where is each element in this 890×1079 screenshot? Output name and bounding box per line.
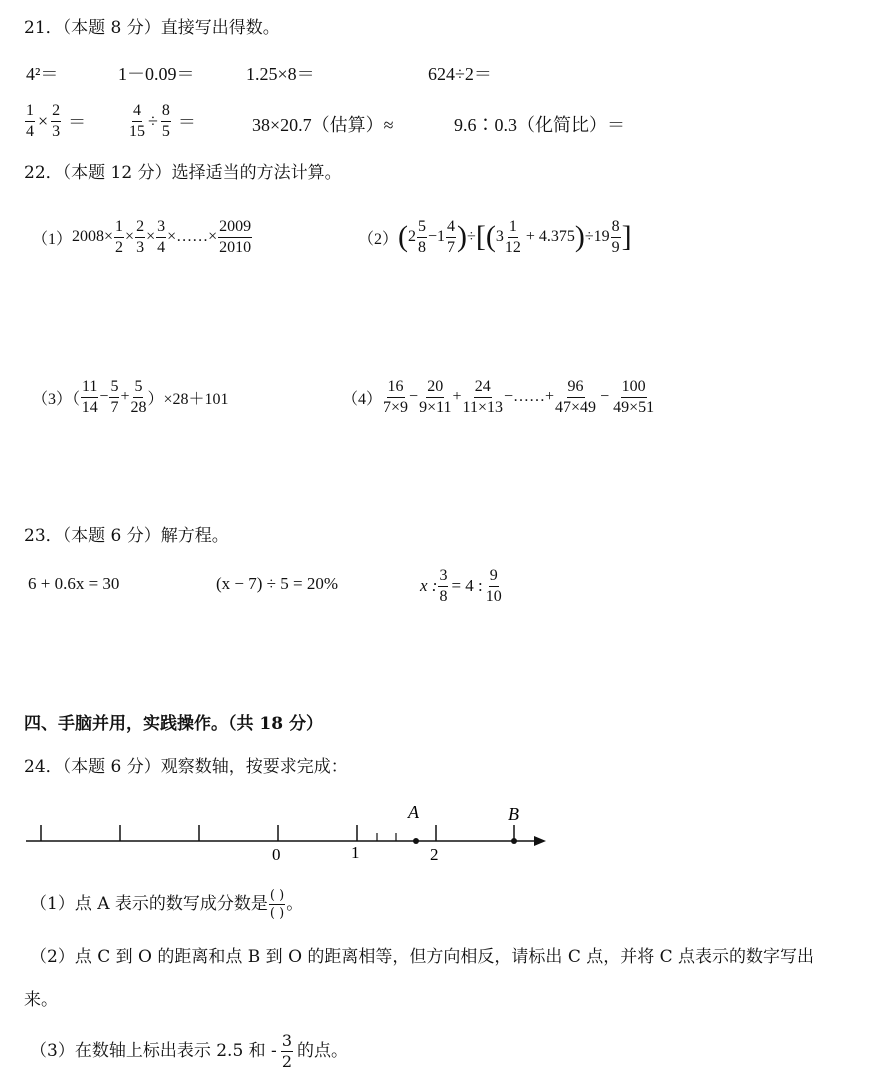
label-a: A [408,802,419,822]
q21-e3: 1.25×8＝ [246,64,315,84]
label-0: 0 [272,845,281,864]
point-a-dot [413,838,419,844]
q22-p2: （2） ( 2 $\frac{5}{8}$ − 1 $\frac{4}{7}$ ) ÷ [ ( 3 $\frac{1}{12}$ + 4.375 ) ÷ 19 $\frac{8}{9}$ ] [358,217,632,256]
q21-e4: 624÷2＝ [428,64,492,84]
q24-p2-line2: 来。 [24,990,58,1010]
q24-title: 24．（本题 6 分）观察数轴，按要求完成： [24,757,348,777]
q22-title: 22．（本题 12 分）选择适当的方法计算。 [24,163,342,183]
number-line [0,798,560,868]
q21-title: 21．（本题 8 分）直接写出得数。 [24,18,280,38]
label-b: B [508,804,519,824]
q21-e1: 4²＝ [26,64,59,84]
q21-e2: 1－0.09＝ [118,64,195,84]
label-2: 2 [430,845,439,864]
q24-p1: （1）点 A 表示的数写成分数是 $\frac{( )}{( )}$ 。 [30,887,304,921]
q21-e5: $\frac{1}{4}$ × $\frac{2}{3}$ ＝ [26,101,87,140]
q22-p3: （3）（ $\frac{11}{14}$ − $\frac{5}{7}$ + $\frac{5}{28}$ ）×28＋101 [32,377,229,416]
section4-title: 四、手脑并用，实践操作。（共 18 分） [24,714,323,734]
q23-e2: (x − 7) ÷ 5 = 20% [216,574,338,593]
q23-e1: 6 + 0.6x = 30 [28,574,120,593]
q23-title: 23．（本题 6 分）解方程。 [24,526,229,546]
q22-p1: （1） 2008× $\frac{1}{2}$ × $\frac{2}{3}$ × $\frac{3}{4}$ ×……× $\frac{2009}{2010}$ [32,217,252,256]
q21-e8: 9.6∶0.3（化简比）＝ [454,115,625,135]
q24-p3: （3）在数轴上标出表示 2.5 和 - $\frac{3}{2}$ 的点。 [30,1030,348,1071]
q24-p2-line1: （2）点 C 到 O 的距离和点 B 到 O 的距离相等，但方向相反，请标出 C 点，并将 C 点表示的数字写出 [30,947,815,967]
axis-arrow [534,836,546,846]
label-1: 1 [351,843,360,862]
q23-e3: x : $\frac{3}{8}$ = 4 : $\frac{9}{10}$ [420,566,502,605]
minor-ticks [377,833,396,841]
q21-e6: $\frac{4}{15}$ ÷ $\frac{8}{5}$ ＝ [129,101,196,140]
point-b-dot [511,838,517,844]
major-ticks [41,825,514,841]
q21-e7: 38×20.7（估算）≈ [252,115,394,135]
q22-p4: （4） $\frac{16}{7\times 9}$ − $\frac{20}{9\times 11}$ + $\frac{24}{11\times 13}$ −……+ $\frac{96}{47\times 49}$ − $\frac{100}{49\times 51}$ [342,377,655,416]
